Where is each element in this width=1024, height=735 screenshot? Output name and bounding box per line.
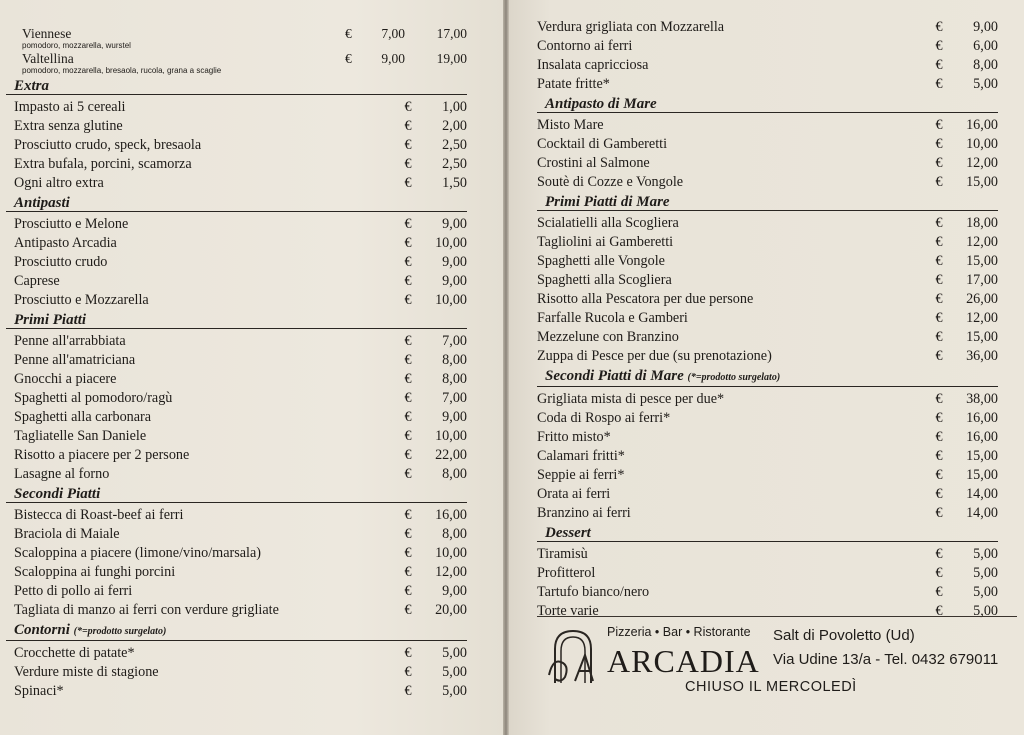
pizza-price-large: 17,00 (436, 26, 467, 41)
menu-item (6, 253, 467, 272)
pizza-price-large: 19,00 (436, 51, 467, 66)
menu-item-price: 12,00 (435, 564, 467, 580)
menu-item-price: 5,00 (442, 683, 467, 699)
section-title (537, 194, 998, 211)
pizza-ingredients: pomodoro, mozzarella, bresaola, rucola, grana a scaglie (22, 66, 222, 75)
currency-symbol: € (935, 486, 943, 502)
section-title (537, 96, 998, 113)
menu-item-price: 9,00 (442, 216, 467, 232)
currency-symbol: € (935, 117, 943, 133)
menu-item (537, 504, 998, 523)
menu-item-price: 16,00 (966, 429, 998, 445)
menu-item-name: Spaghetti alla Scogliera (537, 272, 672, 288)
pizza-price-small: 9,00 (381, 51, 405, 66)
currency-symbol: € (404, 254, 412, 270)
currency-symbol: € (404, 371, 412, 387)
menu-left-page (0, 0, 503, 735)
menu-item (6, 506, 467, 525)
menu-item-name: Branzino ai ferri (537, 505, 631, 521)
menu-item-name: Fritto misto* (537, 429, 611, 445)
menu-section (537, 194, 998, 366)
menu-section (6, 622, 467, 701)
section-title-text: Secondi Piatti di Mare (545, 368, 684, 384)
menu-item (537, 173, 998, 192)
menu-item (537, 328, 998, 347)
menu-item-price: 8,00 (442, 466, 467, 482)
menu-item-name: Braciola di Maiale (14, 526, 120, 542)
menu-section (537, 525, 998, 621)
menu-item-price: 12,00 (966, 310, 998, 326)
currency-symbol: € (935, 584, 943, 600)
menu-item (6, 644, 467, 663)
menu-item-name: Tartufo bianco/nero (537, 584, 650, 600)
section-title-text: Antipasto di Mare (545, 96, 657, 112)
menu-item (6, 582, 467, 601)
menu-item (6, 174, 467, 193)
currency-symbol: € (935, 505, 943, 521)
menu-item-price: 12,00 (966, 234, 998, 250)
pizza-list (6, 26, 467, 76)
currency-symbol: € (935, 215, 943, 231)
menu-item-price: 1,00 (442, 99, 467, 115)
menu-item (6, 663, 467, 682)
menu-item-price: 9,00 (442, 273, 467, 289)
currency-symbol: € (935, 546, 943, 562)
menu-item (6, 234, 467, 253)
currency-symbol: € (935, 391, 943, 407)
menu-item (537, 56, 998, 75)
menu-item-name: Zuppa di Pesce per due (su prenotazione) (537, 348, 772, 364)
menu-item (537, 214, 998, 233)
menu-item-name: Profitterol (537, 565, 596, 581)
menu-item (537, 18, 998, 37)
menu-item-name: Spaghetti alla carbonara (14, 409, 152, 425)
currency-symbol: € (404, 564, 412, 580)
menu-item (537, 390, 998, 409)
currency-symbol: € (935, 429, 943, 445)
section-title-text: Primi Piatti (14, 312, 87, 328)
menu-section (6, 486, 467, 620)
menu-item-price: 17,00 (966, 272, 998, 288)
menu-section (6, 78, 467, 193)
menu-item-price: 5,00 (973, 76, 998, 92)
currency-symbol: € (404, 545, 412, 561)
menu-item-price: 36,00 (966, 348, 998, 364)
menu-item (537, 347, 998, 366)
menu-item (6, 370, 467, 389)
menu-item-name: Prosciutto crudo, speck, bresaola (14, 137, 202, 153)
menu-item (537, 583, 998, 602)
menu-item-name: Misto Mare (537, 117, 604, 133)
menu-section (6, 195, 467, 310)
menu-item-price: 8,00 (442, 526, 467, 542)
menu-item-name: Risotto a piacere per 2 persone (14, 447, 190, 463)
menu-item-price: 5,00 (442, 664, 467, 680)
currency-symbol: € (935, 57, 943, 73)
menu-section (6, 312, 467, 484)
menu-item-price: 10,00 (435, 292, 467, 308)
currency-symbol: € (935, 76, 943, 92)
menu-item-price: 10,00 (435, 235, 467, 251)
menu-item (537, 271, 998, 290)
menu-item (6, 98, 467, 117)
menu-item-price: 8,00 (442, 371, 467, 387)
restaurant-brand: ARCADIA (607, 643, 760, 679)
section-title (537, 525, 998, 542)
menu-item-name: Lasagne al forno (14, 466, 110, 482)
section-note: (*=prodotto surgelato) (687, 372, 781, 383)
menu-item-price: 15,00 (966, 253, 998, 269)
menu-item-name: Tagliata di manzo ai ferri con verdure grigliate (14, 602, 279, 618)
restaurant-address: Via Udine 13/a - Tel. 0432 679011 (773, 651, 999, 668)
menu-item-name: Prosciutto crudo (14, 254, 108, 270)
menu-item-name: Cocktail di Gamberetti (537, 136, 668, 152)
currency-symbol: € (935, 174, 943, 190)
menu-item-name: Scialatielli alla Scogliera (537, 215, 679, 231)
section-title (6, 78, 467, 95)
menu-item-name: Calamari fritti* (537, 448, 625, 464)
menu-item (6, 563, 467, 582)
currency-symbol: € (935, 448, 943, 464)
closing-day: CHIUSO IL MERCOLEDÌ (685, 679, 857, 695)
currency-symbol: € (404, 645, 412, 661)
currency-symbol: € (935, 272, 943, 288)
menu-item-name: Tiramisù (537, 546, 588, 562)
menu-item-price: 2,00 (442, 118, 467, 134)
menu-item-name: Contorno ai ferri (537, 38, 633, 54)
menu-item-name: Extra bufala, porcini, scamorza (14, 156, 192, 172)
pizza-name: Valtellina (22, 51, 74, 66)
menu-item (537, 154, 998, 173)
menu-item-name: Verdura grigliata con Mozzarella (537, 19, 725, 35)
currency-symbol: € (404, 390, 412, 406)
menu-item (537, 485, 998, 504)
menu-item-name: Risotto alla Pescatora per due persone (537, 291, 754, 307)
menu-item-name: Impasto ai 5 cereali (14, 99, 126, 115)
menu-item-price: 5,00 (973, 565, 998, 581)
menu-item-name: Coda di Rospo ai ferri* (537, 410, 671, 426)
menu-item-name: Antipasto Arcadia (14, 235, 117, 251)
currency-symbol: € (935, 565, 943, 581)
currency-symbol: € (345, 51, 352, 66)
menu-item-name: Prosciutto e Mozzarella (14, 292, 149, 308)
currency-symbol: € (404, 235, 412, 251)
pizza-ingredients: pomodoro, mozzarella, wurstel (22, 41, 131, 50)
menu-item-price: 38,00 (966, 391, 998, 407)
currency-symbol: € (404, 526, 412, 542)
menu-item (6, 155, 467, 174)
menu-item (537, 290, 998, 309)
menu-item (537, 545, 998, 564)
menu-item-price: 18,00 (966, 215, 998, 231)
currency-symbol: € (345, 26, 352, 41)
menu-item-name: Caprese (14, 273, 60, 289)
menu-item-price: 7,00 (442, 333, 467, 349)
menu-section (537, 96, 998, 192)
section-title (537, 368, 998, 387)
arcadia-logo-icon (545, 627, 601, 685)
restaurant-location: Salt di Povoletto (Ud) (773, 627, 915, 644)
menu-item-name: Grigliata mista di pesce per due* (537, 391, 725, 407)
currency-symbol: € (404, 447, 412, 463)
left-sections (6, 78, 467, 701)
menu-item-price: 16,00 (966, 117, 998, 133)
menu-item (6, 215, 467, 234)
menu-item (537, 37, 998, 56)
menu-item-price: 9,00 (973, 19, 998, 35)
menu-item (537, 447, 998, 466)
menu-item (537, 116, 998, 135)
currency-symbol: € (404, 99, 412, 115)
menu-item-price: 5,00 (973, 546, 998, 562)
currency-symbol: € (404, 156, 412, 172)
pizza-row (6, 26, 467, 51)
menu-item-price: 16,00 (966, 410, 998, 426)
menu-item (537, 466, 998, 485)
menu-item (6, 446, 467, 465)
right-sections (537, 18, 998, 621)
currency-symbol: € (935, 467, 943, 483)
menu-item-name: Bistecca di Roast-beef ai ferri (14, 507, 184, 523)
section-title (6, 195, 467, 212)
menu-item-price: 2,50 (442, 137, 467, 153)
menu-item (537, 409, 998, 428)
currency-symbol: € (935, 155, 943, 171)
currency-symbol: € (404, 333, 412, 349)
section-title-text: Dessert (545, 525, 591, 541)
menu-item (6, 332, 467, 351)
menu-item-name: Insalata capricciosa (537, 57, 649, 73)
menu-item (537, 252, 998, 271)
menu-item-price: 15,00 (966, 174, 998, 190)
menu-item (6, 117, 467, 136)
menu-item-price: 8,00 (973, 57, 998, 73)
menu-item-name: Penne all'amatriciana (14, 352, 136, 368)
currency-symbol: € (404, 664, 412, 680)
currency-symbol: € (935, 291, 943, 307)
menu-item-name: Petto di pollo ai ferri (14, 583, 133, 599)
currency-symbol: € (935, 603, 943, 619)
menu-item-price: 1,50 (442, 175, 467, 191)
section-title-text: Contorni (14, 622, 70, 638)
restaurant-footer (537, 616, 1017, 695)
menu-item-name: Verdure miste di stagione (14, 664, 159, 680)
menu-item-name: Penne all'arrabbiata (14, 333, 126, 349)
menu-item (6, 525, 467, 544)
currency-symbol: € (404, 216, 412, 232)
menu-item-name: Seppie ai ferri* (537, 467, 625, 483)
menu-item (6, 601, 467, 620)
menu-item-name: Scaloppina a piacere (limone/vino/marsala) (14, 545, 261, 561)
menu-item (6, 544, 467, 563)
currency-symbol: € (935, 329, 943, 345)
section-note: (*=prodotto surgelato) (73, 626, 167, 637)
menu-item-price: 22,00 (435, 447, 467, 463)
menu-item (6, 351, 467, 370)
menu-item-name: Spaghetti alle Vongole (537, 253, 665, 269)
menu-item-name: Tagliatelle San Daniele (14, 428, 147, 444)
section-title-text: Primi Piatti di Mare (545, 194, 670, 210)
menu-item (537, 428, 998, 447)
section-title (6, 622, 467, 641)
menu-item-name: Patate fritte* (537, 76, 610, 92)
menu-item-name: Gnocchi a piacere (14, 371, 117, 387)
menu-item-price: 10,00 (966, 136, 998, 152)
menu-item (537, 233, 998, 252)
section-title-text: Extra (14, 78, 50, 94)
currency-symbol: € (404, 583, 412, 599)
menu-item (537, 75, 998, 94)
menu-item-price: 14,00 (966, 486, 998, 502)
menu-item-price: 7,00 (442, 390, 467, 406)
menu-item-name: Crostini al Salmone (537, 155, 650, 171)
currency-symbol: € (404, 466, 412, 482)
menu-item (537, 309, 998, 328)
pizza-row (6, 51, 467, 76)
menu-item-price: 16,00 (435, 507, 467, 523)
menu-item-price: 9,00 (442, 254, 467, 270)
menu-item-price: 12,00 (966, 155, 998, 171)
menu-item-price: 15,00 (966, 329, 998, 345)
menu-item (6, 682, 467, 701)
menu-item-price: 9,00 (442, 583, 467, 599)
menu-item-price: 20,00 (435, 602, 467, 618)
section-title-text: Antipasti (14, 195, 70, 211)
currency-symbol: € (404, 175, 412, 191)
currency-symbol: € (935, 410, 943, 426)
menu-item-price: 5,00 (442, 645, 467, 661)
currency-symbol: € (404, 292, 412, 308)
currency-symbol: € (935, 234, 943, 250)
restaurant-services: Pizzeria • Bar • Ristorante (607, 625, 751, 639)
menu-item (6, 272, 467, 291)
menu-item-name: Scaloppina ai funghi porcini (14, 564, 176, 580)
menu-section (537, 18, 998, 94)
pizza-price-small: 7,00 (381, 26, 405, 41)
menu-item (6, 136, 467, 155)
menu-item-name: Orata ai ferri (537, 486, 611, 502)
currency-symbol: € (935, 348, 943, 364)
currency-symbol: € (404, 352, 412, 368)
section-title (6, 486, 467, 503)
currency-symbol: € (404, 273, 412, 289)
menu-item-price: 10,00 (435, 428, 467, 444)
menu-item (6, 291, 467, 310)
menu-item-price: 5,00 (973, 603, 998, 619)
menu-item-name: Spinaci* (14, 683, 64, 699)
menu-item-name: Prosciutto e Melone (14, 216, 129, 232)
menu-item-price: 15,00 (966, 467, 998, 483)
menu-item-name: Ogni altro extra (14, 175, 104, 191)
section-title (6, 312, 467, 329)
menu-item-name: Soutè di Cozze e Vongole (537, 174, 684, 190)
menu-item-price: 15,00 (966, 448, 998, 464)
menu-item (537, 564, 998, 583)
section-title-text: Secondi Piatti (14, 486, 101, 502)
menu-item (6, 408, 467, 427)
menu-item-price: 2,50 (442, 156, 467, 172)
menu-item-name: Mezzelune con Branzino (537, 329, 679, 345)
menu-item-price: 5,00 (973, 584, 998, 600)
menu-item-name: Spaghetti al pomodoro/ragù (14, 390, 173, 406)
currency-symbol: € (404, 137, 412, 153)
currency-symbol: € (404, 118, 412, 134)
menu-item-price: 9,00 (442, 409, 467, 425)
menu-item-price: 10,00 (435, 545, 467, 561)
currency-symbol: € (935, 136, 943, 152)
menu-section (537, 368, 998, 523)
currency-symbol: € (404, 409, 412, 425)
currency-symbol: € (404, 683, 412, 699)
menu-item-price: 6,00 (973, 38, 998, 54)
menu-item-name: Farfalle Rucola e Gamberi (537, 310, 688, 326)
menu-item-price: 26,00 (966, 291, 998, 307)
currency-symbol: € (935, 310, 943, 326)
currency-symbol: € (935, 253, 943, 269)
menu-item-price: 14,00 (966, 505, 998, 521)
menu-item-name: Extra senza glutine (14, 118, 123, 134)
pizza-name: Viennese (22, 26, 72, 41)
menu-item (6, 389, 467, 408)
menu-item-name: Tagliolini ai Gamberetti (537, 234, 674, 250)
menu-item-price: 8,00 (442, 352, 467, 368)
currency-symbol: € (404, 507, 412, 523)
currency-symbol: € (935, 38, 943, 54)
menu-item-name: Torte varie (537, 603, 599, 619)
currency-symbol: € (935, 19, 943, 35)
currency-symbol: € (404, 602, 412, 618)
menu-item (537, 135, 998, 154)
currency-symbol: € (404, 428, 412, 444)
menu-item-name: Crocchette di patate* (14, 645, 135, 661)
menu-item (6, 465, 467, 484)
menu-item (6, 427, 467, 446)
